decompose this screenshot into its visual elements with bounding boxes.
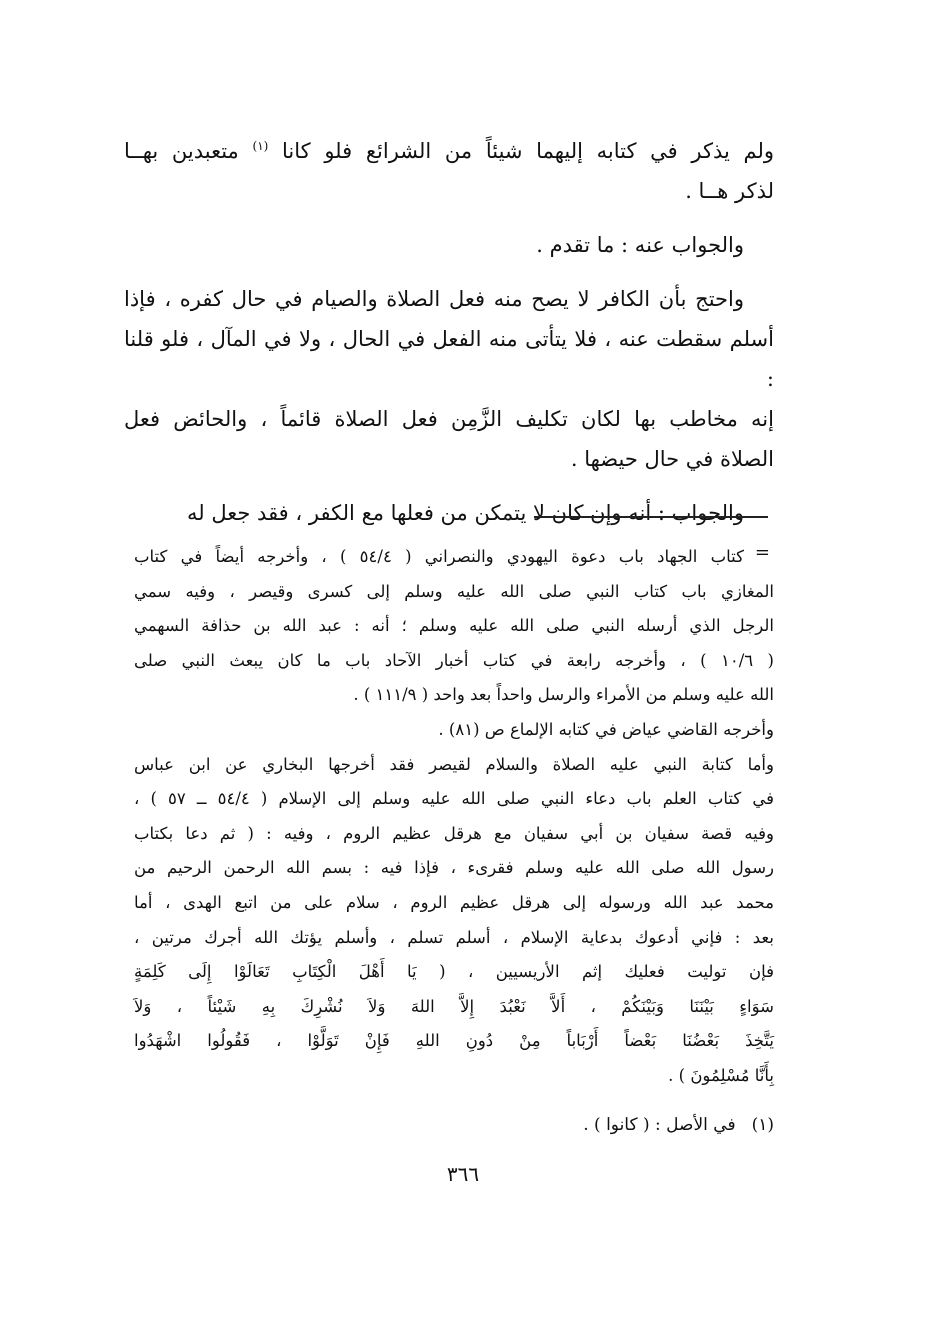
paragraph-1: [124, 126, 774, 211]
paragraph-3-line-4: الصلاة في حال حيضها .: [570, 447, 774, 471]
page-number: ٣٦٦: [446, 1162, 480, 1186]
paragraph-4-line-1: والجواب : أنه وإن كان لا يتمكن من فعلها مع الكفر ، فقد جعل له: [187, 501, 744, 525]
paragraph-1-line-1: ولم يذكر في كتابه إليهما شيئاً من الشرائع فلو كانا $^{(١)}$ متعبدين بهــا: [124, 139, 774, 163]
footnote-separator: [534, 516, 768, 518]
footnote-line: بعد : فإني أدعوك بدعاية الإسلام ، أسلم تسلم ، وأسلم يؤتك الله أجرك مرتين ،: [134, 927, 774, 947]
footnote-1-text: في الأصل : ( كانوا ) .: [583, 1115, 736, 1135]
footnote-line: وفيه قصة سفيان بن أبي سفيان مع هرقل عظيم الروم ، وفيه : ( ثم دعا بكتاب: [134, 823, 774, 843]
paragraph-3-line-1: واحتج بأن الكافر لا يصح منه فعل الصلاة والصيام في حال كفره ، فإذا: [124, 287, 744, 311]
footnote-line: بِأَنَّا مُسْلِمُونَ ) .: [668, 1065, 774, 1085]
footnote-line: يَتَّخِذَ بَعْضُنَا بَعْضاً أَرْبَاباً مِنْ دُونِ اللهِ فَإِنْ تَوَلَّوْا ، فَقُولُوا اشْهَدُوا: [134, 1031, 774, 1051]
footnote-line: الله عليه وسلم من الأمراء والرسل واحداً بعد واحد ( ١١١/٩ ) .: [353, 685, 774, 705]
footnote-1-number: (١): [751, 1115, 774, 1135]
footnote-line: وأخرجه القاضي عياض في كتابه الإلماع ص (٨١) .: [438, 719, 774, 739]
footnote-line: رسول الله صلى الله عليه وسلم فقرىء ، فإذا فيه : بسم الله الرحمن الرحيم من: [134, 858, 774, 878]
footnote-line: الرجل الذي أرسله النبي صلى الله عليه وسلم ؛ أنه : عبد الله بن حذافة السهمي: [134, 616, 774, 636]
paragraph-2-line-1: والجواب عنه : ما تقدم .: [536, 233, 744, 257]
paragraph-3-line-3: إنه مخاطب بها لكان تكليف الزَّمِن فعل الصلاة قائماً ، والحائض فعل: [124, 407, 774, 431]
footnote-line: ( ١٠/٦ ) ، وأخرجه رابعة في كتاب أخبار الآحاد باب ما كان يبعث النبي صلى: [134, 650, 774, 670]
paragraph-3: [124, 279, 774, 479]
footnote-line: في كتاب العلم باب دعاء النبي صلى الله عليه وسلم إلى الإسلام ( ٥٤/٤ ــ ٥٧ ) ،: [134, 789, 774, 809]
footnote-line: كتاب الجهاد باب دعوة اليهودي والنصراني ( ٥٤/٤ ) ، وأخرجه أيضاً في كتاب: [134, 547, 744, 566]
footnote-reference-1: (١): [252, 139, 269, 153]
footnote-line: سَوَاءٍ بَيْنَنَا وَبَيْنَكُمْ ، أَلاَّ نَعْبُدَ إِلاَّ اللهَ وَلاَ نُشْرِكَ بِهِ شَيْئاً ، وَلاَ: [134, 996, 774, 1016]
footnotes: [134, 540, 774, 1094]
paragraph-2: [124, 225, 774, 265]
paragraph-4: [124, 493, 774, 533]
footnote-1: [134, 1110, 774, 1140]
footnote-continuation-mark: =: [754, 542, 770, 563]
paragraph-1-line-2: لذكر هــا .: [685, 179, 774, 203]
footnote-line: محمد عبد الله ورسوله إلى هرقل عظيم الروم ، سلام على من اتبع الهدى ، أما: [134, 892, 774, 912]
footnote-line: المغازي باب كتاب النبي صلى الله عليه وسلم إلى كسرى وقيصر ، وفيه سمي: [134, 581, 774, 601]
footnote-line: وأما كتابة النبي عليه الصلاة والسلام لقيصر فقد أخرجها البخاري عن ابن عباس: [134, 754, 774, 774]
main-text: [124, 126, 774, 547]
footnote-line: فإن توليت فعليك إثم الأريسيين ، ( يَا أَهْلَ الْكِتَابِ تَعَالَوْا إِلَى كَلِمَةٍ: [134, 962, 774, 982]
paragraph-3-line-2: أسلم سقطت عنه ، فلا يتأتى منه الفعل في الحال ، ولا في المآل ، فلو قلنا :: [124, 327, 774, 391]
